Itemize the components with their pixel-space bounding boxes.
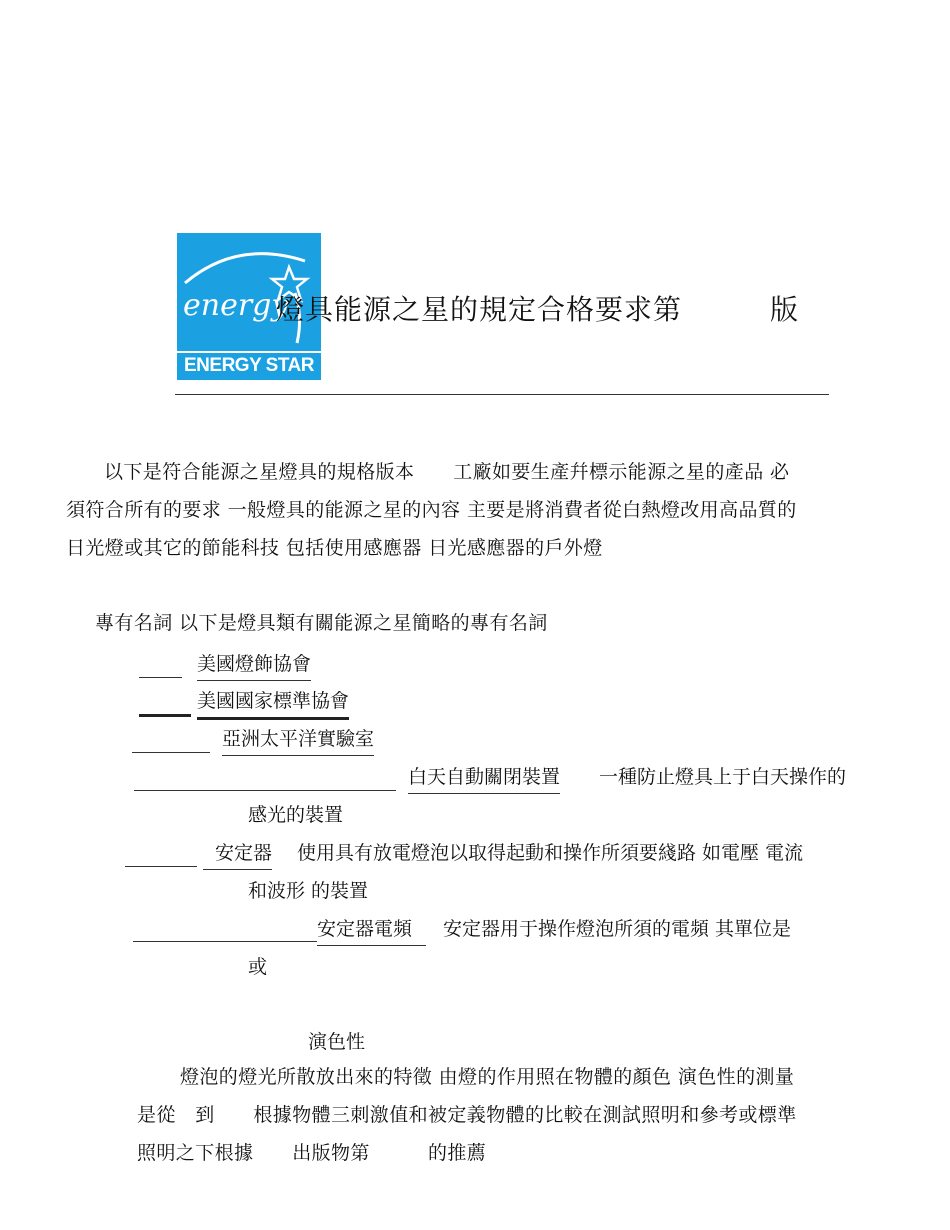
color-rendering-line-3: 照明之下根據 出版物第 的推薦 (137, 1142, 487, 1164)
color-rendering-line-1: 燈泡的燈光所散放出來的特徵 由燈的作用照在物體的顏色 演色性的測量 (180, 1066, 795, 1088)
term-blank-rule (139, 677, 182, 678)
intro-line-2: 須符合所有的要求 一般燈具的能源之星的內容 主要是將消費者從白熱燈改用高品質的 (66, 499, 797, 521)
term-blank-rule (133, 941, 317, 942)
glossary-term-ballast-frequency: 安定器電頻 (317, 914, 426, 946)
glossary-term-ansi: 美國國家標準協會 (197, 686, 349, 720)
intro-line-1: 以下是符合能源之星燈具的規格版本 工廠如要生產幷標示能源之星的產品 必 (104, 461, 790, 483)
title-divider (175, 394, 829, 395)
term-blank-rule (125, 866, 197, 867)
color-rendering-term: 演色性 (308, 1031, 366, 1053)
glossary-definition-continued: 或 (248, 956, 268, 978)
glossary-definition: 一種防止燈具上于白天操作的 (599, 766, 847, 788)
version-label: 版 (770, 293, 799, 326)
term-blank-rule (139, 714, 191, 717)
glossary-term-ala: 美國燈飾協會 (197, 649, 311, 681)
glossary-definition: 安定器用于操作燈泡所須的電頻 其單位是 (443, 918, 792, 940)
glossary-term-apl: 亞洲太平洋實驗室 (222, 724, 374, 756)
logo-script: energy (183, 288, 289, 323)
logo-label: ENERGY STAR (177, 351, 321, 379)
intro-line-3: 日光燈或其它的節能科技 包括使用感應器 日光感應器的戶外燈 (66, 537, 603, 559)
glossary-heading: 專有名詞 以下是燈具類有關能源之星簡略的專有名詞 (95, 612, 548, 634)
glossary-term-ballast: 安定器 (203, 838, 272, 870)
glossary-definition-continued: 和波形 的裝置 (248, 880, 369, 902)
glossary-definition: 使用具有放電燈泡以取得起動和操作所須要綫路 如電壓 電流 (297, 842, 804, 864)
term-blank-rule (134, 790, 396, 791)
term-blank-rule (132, 752, 210, 753)
glossary-definition-continued: 感光的裝置 (248, 804, 344, 826)
page-title: 燈具能源之星的規定合格要求第 (276, 293, 683, 326)
glossary-term-daylight-shutoff: 白天自動關閉裝置 (408, 762, 560, 794)
color-rendering-line-2: 是從 到 根據物體三刺激值和被定義物體的比較在測試照明和參考或標準 (137, 1104, 797, 1126)
